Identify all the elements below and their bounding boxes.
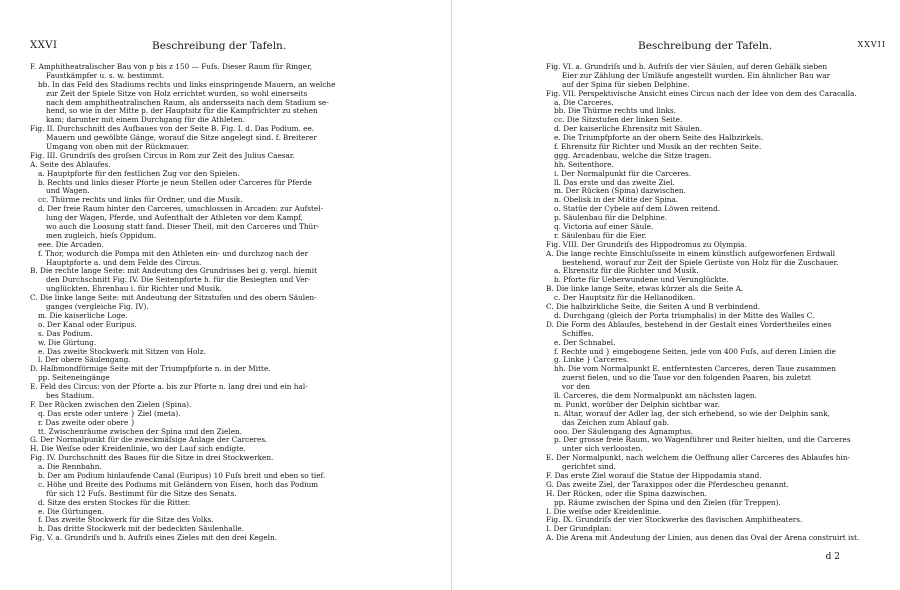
text-line: Mauern und gewölbte Gänge, worauf die Sitze angelegt sind. f. Breiterer (46, 134, 317, 143)
left-page-body (30, 63, 438, 543)
text-line: n. Altar, worauf der Adler lag, der sich erhebend, so wie der Delphin sank, (554, 409, 830, 418)
text-line: o. Statüe der Cybele auf dem Löwen reitend. (554, 205, 721, 214)
text-line: pp. Räume zwischen der Spina und den Zielen (für Treppen). (554, 498, 781, 507)
text-line: Fig. II. Durchschnitt des Aufbaues von der Seite B. Fig. I. d. Das Podium. ee. (30, 125, 315, 134)
right-page-title: Beschreibung der Tafeln. (638, 40, 773, 52)
text-line: C. Die linke lange Seite: mit Andeutung der Sitzstufen und des obern Säulen- (30, 294, 317, 303)
text-line: p. Säulenbau für die Delphine. (554, 214, 668, 223)
text-line: q. Victoria auf einer Säule. (554, 223, 654, 232)
text-line: e. Das zweite Stockwerk mit Sitzen von Holz. (38, 347, 206, 356)
text-line: zuerst fielen, und so die Taue vor den folgenden Paaren, bis zuletzt (562, 374, 811, 383)
text-line: Hauptpforte a. und dem Felde des Circus. (46, 258, 202, 267)
text-line: c. Der Hauptsitz für die Hellanodiken. (554, 294, 696, 303)
text-line: d. Der freie Raum hinter den Carceres, umschlossen in Arcaden: zur Aufstel- (38, 205, 324, 214)
text-line: das Zeichen zum Ablauf gab. (562, 418, 670, 427)
text-line: ggg. Arcadenbau, welche die Sitze tragen. (554, 151, 712, 160)
text-line: F. Der Rücken zwischen den Zielen (Spina). (30, 400, 192, 409)
text-line: Umgang von oben mit der Rückmauer. (46, 143, 190, 152)
text-line: n. Obelisk in der Mitte der Spina. (554, 196, 679, 205)
text-line: F. Das erste Ziel worauf die Statue der Hippodamia stand. (546, 471, 762, 480)
text-line: nach dem amphitheatralischen Raum, als andersseits nach dem Stadium se- (46, 98, 329, 107)
text-line: e. Die Gürtungen. (38, 507, 105, 516)
text-line: cc. Thürme rechts und links für Ordner, und die Musik. (38, 196, 243, 205)
text-line: l. Der obere Säulengang. (38, 356, 131, 365)
text-line: Fig. VII. Perspektivische Ansicht eines Circus nach der Idee von dem des Caracalla. (546, 89, 857, 98)
text-line: G. Das zweite Ziel, der Taraxippos oder die Pferdescheu genannt. (546, 480, 789, 489)
text-line: hend, so wie in der Mitte p. der Hauptsitz für die Kampfrichter zu stehen (46, 107, 318, 116)
text-line: und Wagen. (46, 187, 90, 196)
text-line: D. Die Form des Ablaufes, bestehend in der Gestalt eines Vordertheiles eines (546, 320, 832, 329)
text-line: ll. Carceres, die dem Normalpunkt am nächsten lagen. (554, 391, 757, 400)
text-line: hh. Die vom Normalpunkt E. entferntesten Carceres, deren Taue zusammen (554, 365, 836, 374)
text-line: ganges (vergleiche Fig. IV). (46, 303, 149, 312)
text-line: Schiffes. (562, 329, 594, 338)
text-line: G. Der Normalpunkt für die zweckmäſsige Anlage der Carceres. (30, 436, 268, 445)
right-page (452, 0, 900, 590)
text-line: b. Der am Podium hinlaufende Canal (Euripus) 10 Fuſs breit und eben so tief. (38, 471, 326, 480)
text-line: d. Durchgang (gleich der Porta triumphalis) in der Mitte des Walles C. (554, 311, 815, 320)
text-line: bb. In das Feld des Stadiums rechts und links einspringende Mauern, an welche (38, 80, 336, 89)
text-line: Fig. VIII. Der Grundriſs des Hippodromus zu Olympia. (546, 240, 747, 249)
text-line: e. Der Schnabel. (554, 338, 616, 347)
text-line: bb. Die Thürme rechts und links. (554, 107, 676, 116)
text-line: E. Der Normalpunkt, nach welchem die Oeffnung aller Carceres des Ablaufes hin- (546, 454, 850, 463)
text-line: für sich 12 Fuſs. Bestimmt für die Sitze des Senats. (46, 489, 237, 498)
text-line: hh. Seitenthore. (554, 160, 614, 169)
left-page-title: Beschreibung der Tafeln. (152, 40, 287, 52)
text-line: ll. Das erste und das zweite Ziel. (554, 178, 675, 187)
text-line: bestehend, worauf zur Zeit der Spiele Gerüste von Holz für die Zuschauer. (562, 258, 839, 267)
text-line: auf der Spina für sieben Delphine. (562, 80, 690, 89)
left-page-number: XXVI (30, 40, 58, 51)
text-line: g. Linke } Carceres. (554, 356, 629, 365)
text-line: a. Ehrensitz für die Richter und Musik. (554, 267, 699, 276)
text-line: A. Die lange rechte Einschluſsseite in einem künstlich aufgeworfenen Erdwall (546, 249, 836, 258)
text-line: b. Rechts und links dieser Pforte je neun Stellen oder Carceres für Pferde (38, 178, 312, 187)
text-line: bes Stadium. (46, 391, 95, 400)
text-line: Fig. III. Grundriſs des groſsen Circus in Rom zur Zeit des Julius Caesar. (30, 151, 295, 160)
text-line: C. Die halbzirkliche Seite, die Seiten A und B verbindend. (546, 303, 761, 312)
text-line: Fig. VI. a. Grundriſs und b. Aufriſs der vier Säulen, auf deren Gebälk sieben (546, 63, 828, 71)
text-line: q. Das erste oder untere } Ziel (meta). (38, 409, 181, 418)
text-line: ooo. Der Säulengang des Agnamptus. (554, 427, 694, 436)
text-line: m. Punkt, worüber der Delphin sichtbar war. (554, 400, 720, 409)
text-line: a. Hauptpforte für den festlichen Zug vor den Spielen. (38, 169, 240, 178)
text-line: a. Die Rennbahn. (38, 463, 102, 472)
left-page-header (30, 40, 442, 54)
text-line: I. Der Grundplan: (546, 525, 612, 534)
text-line: Fig. IV. Durchschnitt des Baues für die Sitze in drei Stockwerken. (30, 454, 274, 463)
text-line: lung der Wagen, Pferde, und Aufenthalt der Athleten vor dem Kampf, (46, 214, 303, 223)
text-line: wo auch die Loosung statt fand. Dieser Theil, mit den Carceres und Thür- (46, 223, 320, 232)
text-line: H. Die Weiſse oder Kreidenlinie, wo der Lauf sich endigte. (30, 445, 246, 454)
text-line: f. Rechte und } eingebogene Seiten, jede von 400 Fuſs, auf deren Linien die (554, 347, 836, 356)
text-line: b. Pforte für Ueberwundene und Verunglückte. (554, 276, 729, 285)
text-line: w. Die Gürtung. (38, 338, 97, 347)
text-line: m. Die kaiserliche Loge. (38, 311, 128, 320)
text-line: e. Die Triumpfpforte an der obern Seite des Halbzirkels. (554, 134, 764, 143)
text-line: d. Sitze des ersten Stockes für die Ritter. (38, 498, 191, 507)
text-line: den Durchschnitt Fig. IV. Die Seitenpforte h. für die Besiegten und Ver- (46, 276, 311, 285)
text-line: r. Säulenbau für die Eier. (554, 231, 647, 240)
text-line: d. Der kaiserliche Ehrensitz mit Säulen. (554, 125, 702, 134)
text-line: zur Zeit der Spiele Sitze von Holz errichtet wurden, so wohl einerseits (46, 89, 308, 98)
right-page-header (462, 40, 886, 54)
signature-mark: d 2 (825, 552, 840, 562)
text-line: A. Die Arena mit Andeutung der Linien, aus denen das Oval der Arena construirt ist. (546, 534, 860, 543)
text-line: f. Thor, wodurch die Pompa mit den Athleten ein- und durchzog nach der (38, 249, 309, 258)
right-page-body (546, 63, 886, 543)
text-line: H. Der Rücken, oder die Spina dazwischen. (546, 489, 707, 498)
text-line: Fig. V. a. Grundriſs und b. Aufriſs eines Zieles mit den drei Kegeln. (30, 534, 277, 543)
text-line: o. Der Kanal oder Euripus. (38, 320, 137, 329)
text-line: B. Die linke lange Seite, etwas kürzer als die Seite A. (546, 285, 744, 294)
text-line: tt. Zwischenräume zwischen der Spina und den Zielen. (38, 427, 243, 436)
text-line: pp. Seiteneingänge (38, 374, 110, 383)
text-line: A. Seite des Ablaufes. (30, 160, 111, 169)
text-line: F. Amphitheatralischer Bau von p bis z 150 — Fuſs. Dieser Raum für Ringer, (30, 63, 313, 71)
text-line: c. Höhe und Breite des Podiums mit Geländern von Eisen, hoch das Podium (38, 480, 319, 489)
text-line: Fig. IX. Grundriſs der vier Stockwerke des flavischen Amphitheaters. (546, 516, 803, 525)
text-line: Eier zur Zählung der Umläufe angestellt wurden. Ein ähnlicher Bau war (562, 71, 831, 80)
text-line: s. Das Podium. (38, 329, 93, 338)
text-line: i. Der Normalpunkt für die Carceres. (554, 169, 692, 178)
text-line: Faustkämpfer u. s. w. bestimmt. (46, 71, 165, 80)
text-line: B. Die rechte lange Seite: mit Andeutung des Grundrisses bei g. vergl. hiemit (30, 267, 318, 276)
text-line: eee. Die Arcaden. (38, 240, 104, 249)
text-line: r. Das zweite oder obere } (38, 418, 136, 427)
text-line: h. Das dritte Stockwerk mit der bedeckten Säulenhalle. (38, 525, 245, 534)
text-line: f. Ehrensitz für Richter und Musik an der rechten Seite. (554, 143, 762, 152)
text-line: unglückten. Ehrenbau i. für Richter und Musik. (46, 285, 223, 294)
text-line: E. Feld des Circus: von der Pforte a. bis zur Pforte n. lang drei und ein hal- (30, 383, 308, 392)
text-line: men zugleich, hieſs Oppidum. (46, 231, 157, 240)
text-line: a. Die Carceres. (554, 98, 614, 107)
right-page-number: XXVII (857, 40, 886, 49)
text-line: kam; darunter mit einem Durchgang für die Athleten. (46, 116, 245, 125)
text-line: p. Der grosse freie Raum, wo Wagenführer und Reiter hielten, und die Carceres (554, 436, 851, 445)
text-line: gerichtet sind. (562, 463, 616, 472)
text-line: m. Der Rücken (Spina) dazwischen. (554, 187, 686, 196)
text-line: vor den (562, 383, 591, 392)
text-line: unter sich verloosten. (562, 445, 643, 454)
text-line: f. Das zweite Stockwerk für die Sitze des Volks. (38, 516, 214, 525)
text-line: cc. Die Sitzstufen der linken Seite. (554, 116, 683, 125)
text-line: D. Halbmondförmige Seite mit der Triumpfpforte n. in der Mitte. (30, 365, 271, 374)
text-line: I. Die weiſse oder Kreidenlinie. (546, 507, 662, 516)
